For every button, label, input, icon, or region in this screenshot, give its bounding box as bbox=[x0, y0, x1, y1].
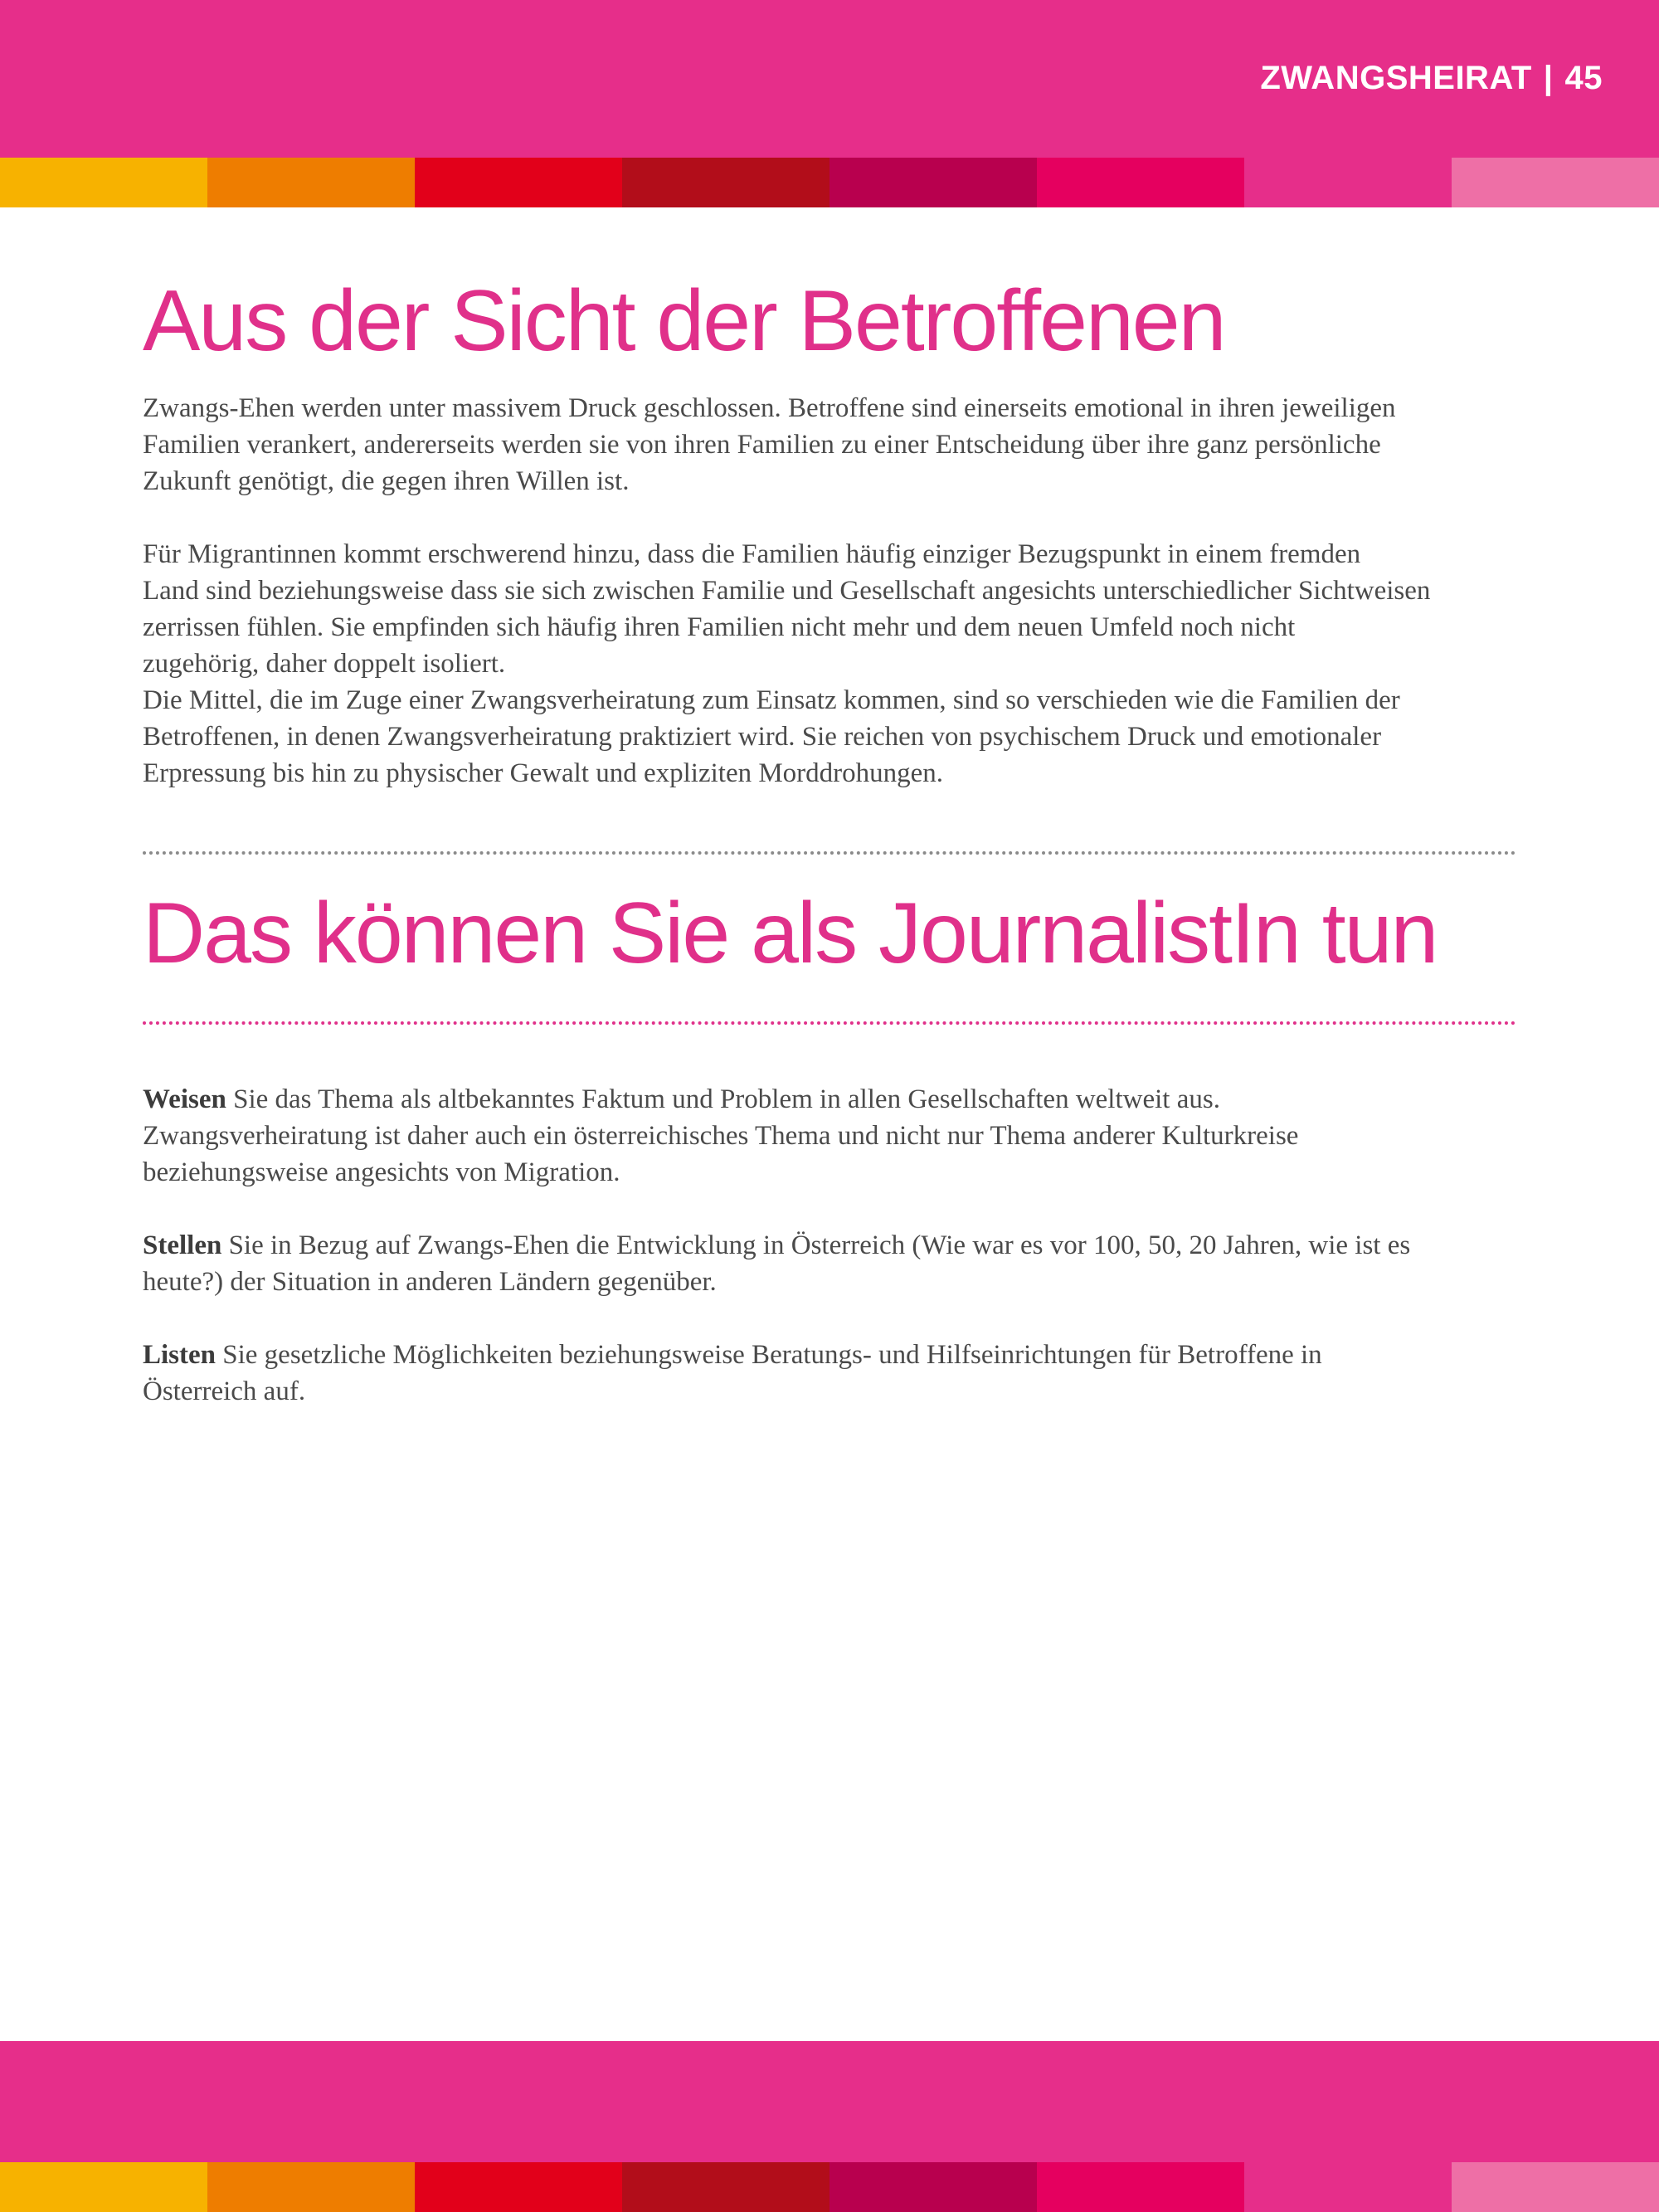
text-line: Erpressung bis hin zu physischer Gewalt und expliziten Morddrohungen. bbox=[143, 758, 944, 789]
stripe-segment bbox=[415, 2162, 622, 2212]
stripe-segment bbox=[830, 158, 1037, 207]
color-stripe-bottom bbox=[0, 2162, 1659, 2212]
header-separator: | bbox=[1543, 60, 1554, 96]
section-heading-betroffenen: Aus der Sicht der Betroffenen bbox=[143, 273, 1225, 369]
page-content bbox=[143, 274, 1516, 1410]
tip-lead: Stellen bbox=[143, 1230, 222, 1260]
dotted-divider-pink bbox=[143, 1021, 1516, 1025]
color-stripe-top bbox=[0, 158, 1659, 207]
tip-paragraph bbox=[143, 1081, 1516, 1191]
running-header bbox=[1260, 60, 1603, 97]
paragraph bbox=[143, 536, 1516, 792]
text-line: Sie in Bezug auf Zwangs-Ehen die Entwicklung in Österreich (Wie war es vor 100, 50, 20 Jahren, wie ist es bbox=[221, 1230, 1411, 1260]
footer-band bbox=[0, 2041, 1659, 2162]
stripe-segment bbox=[1037, 2162, 1244, 2212]
stripe-segment bbox=[0, 2162, 207, 2212]
header-band bbox=[0, 0, 1659, 158]
text-line: Zwangs-Ehen werden unter massivem Druck geschlossen. Betroffene sind einerseits emotional in ihren jeweiligen bbox=[143, 393, 1396, 424]
text-line: zugehörig, daher doppelt isoliert. bbox=[143, 649, 506, 680]
page-number: 45 bbox=[1564, 60, 1603, 96]
stripe-segment bbox=[1244, 158, 1452, 207]
stripe-segment bbox=[415, 158, 622, 207]
text-line: heute?) der Situation in anderen Ländern gegenüber. bbox=[143, 1266, 717, 1297]
chapter-title: ZWANGSHEIRAT bbox=[1260, 60, 1532, 96]
tip-paragraph bbox=[143, 1227, 1516, 1300]
text-line: Die Mittel, die im Zuge einer Zwangsverheiratung zum Einsatz kommen, sind so verschieden wie die Familien der bbox=[143, 685, 1400, 716]
text-line: Zukunft genötigt, die gegen ihren Willen ist. bbox=[143, 466, 630, 497]
stripe-segment bbox=[207, 158, 415, 207]
stripe-segment bbox=[1037, 158, 1244, 207]
stripe-segment bbox=[622, 158, 830, 207]
tip-lead: Weisen bbox=[143, 1084, 226, 1114]
text-line: Zwangsverheiratung ist daher auch ein österreichisches Thema und nicht nur Thema anderer Kulturkreise bbox=[143, 1120, 1299, 1151]
stripe-segment bbox=[1452, 158, 1659, 207]
text-line: Betroffenen, in denen Zwangsverheiratung praktiziert wird. Sie reichen von psychischem Druck und emotionaler bbox=[143, 722, 1382, 753]
tip-paragraph bbox=[143, 1337, 1516, 1410]
text-line: Österreich auf. bbox=[143, 1376, 306, 1406]
text-line: Für Migrantinnen kommt erschwerend hinzu, dass die Familien häufig einziger Bezugspunkt in einem fremden bbox=[143, 539, 1361, 570]
text-line: zerrissen fühlen. Sie empfinden sich häufig ihren Familien nicht mehr und dem neuen Umfeld noch nicht bbox=[143, 612, 1296, 643]
section-heading-journalist: Das können Sie als JournalistIn tun bbox=[143, 885, 1438, 982]
dotted-divider bbox=[143, 851, 1516, 855]
stripe-segment bbox=[1452, 2162, 1659, 2212]
stripe-segment bbox=[622, 2162, 830, 2212]
text-line: Familien verankert, andererseits werden sie von ihren Familien zu einer Entscheidung über ihre ganz persönliche bbox=[143, 430, 1381, 460]
text-line: Sie das Thema als altbekanntes Faktum und Problem in allen Gesellschaften weltweit aus. bbox=[226, 1084, 1220, 1114]
text-line: beziehungsweise angesichts von Migration. bbox=[143, 1157, 620, 1187]
tip-lead: Listen bbox=[143, 1339, 216, 1370]
text-line: Land sind beziehungsweise dass sie sich zwischen Familie und Gesellschaft angesichts unterschiedlicher Sichtweisen bbox=[143, 576, 1431, 607]
stripe-segment bbox=[830, 2162, 1037, 2212]
text-line: Sie gesetzliche Möglichkeiten beziehungsweise Beratungs- und Hilfseinrichtungen für Betroffene in bbox=[216, 1339, 1322, 1370]
stripe-segment bbox=[207, 2162, 415, 2212]
stripe-segment bbox=[1244, 2162, 1452, 2212]
stripe-segment bbox=[0, 158, 207, 207]
paragraph bbox=[143, 390, 1516, 499]
